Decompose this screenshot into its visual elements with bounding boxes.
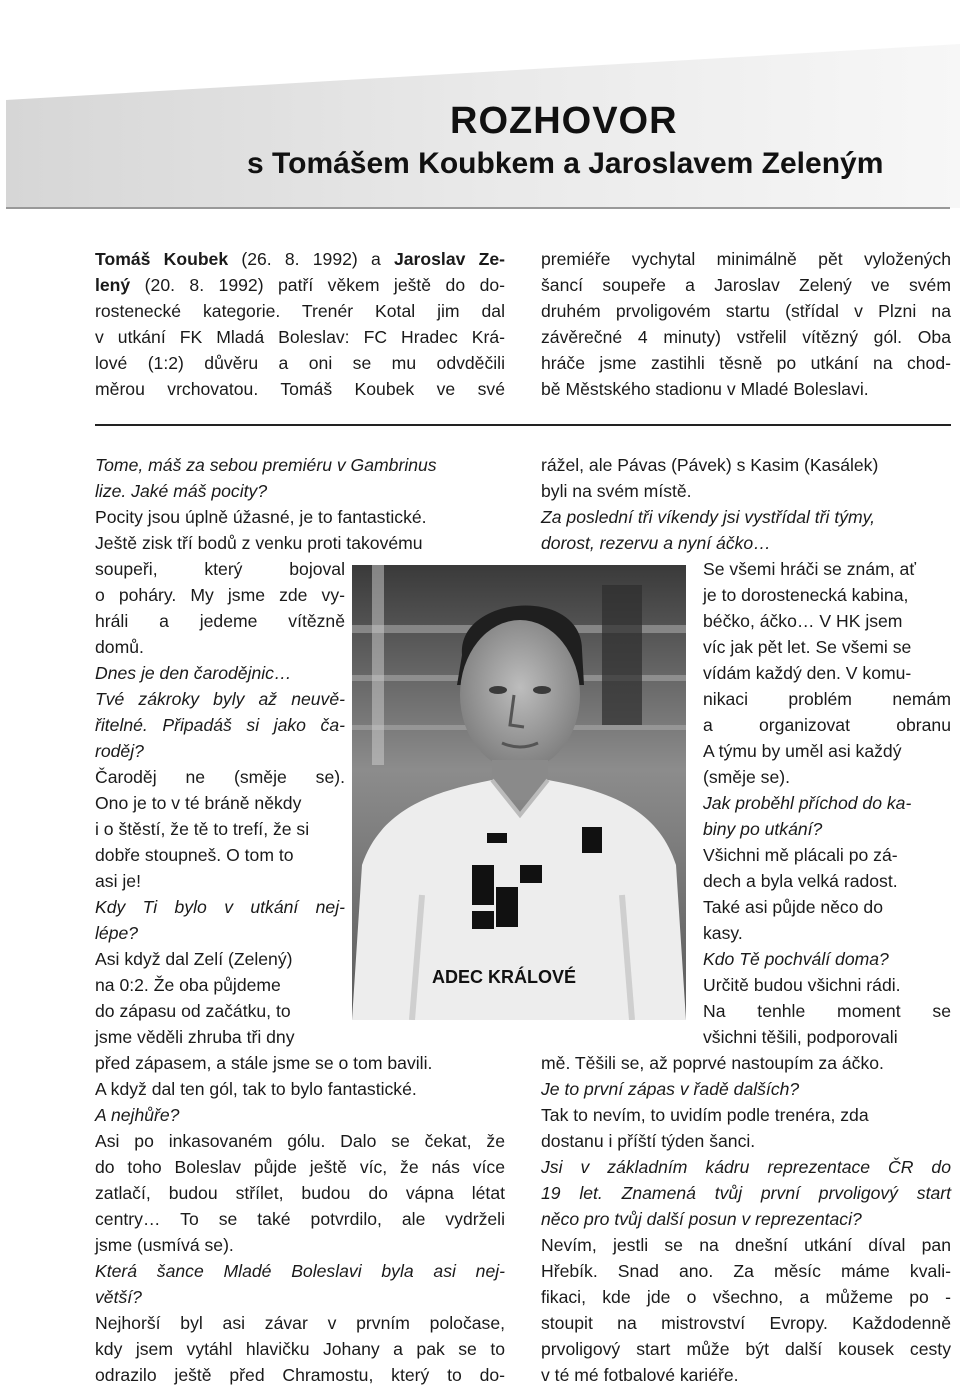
interview-answer: v té mé fotbalové kariéře. [541,1365,739,1385]
interview-answer: Všichni mě plácali po zá- [703,845,898,865]
interview-question: něco pro tvůj další posun v reprezentaci? [541,1209,862,1229]
player-photo [352,565,686,1020]
intro-text: (20. 8. 1992) patří věkem ještě do do- [130,275,505,295]
jersey-text: ADEC KRÁLOVÉ [432,967,577,987]
interview-answer: na 0:2. Že oba půjdeme [95,975,281,995]
intro-line: lové (1:2) důvěru a oni se mu odvděčili [95,353,505,373]
intro-line [95,246,505,272]
intro-line: premiéře vychytal minimálně pět vyložených [541,249,951,269]
interview-answer: zatlačí, budou střílet, budou do vápna létat [95,1183,505,1203]
interview-question: Která šance Mladé Boleslavi byla asi nej- [95,1261,505,1281]
interview-answer: Na tenhle moment se [703,1001,951,1021]
interview-answer: Ještě zisk tří bodů z venku proti takovému [95,533,423,553]
interview-answer: kdy jsem vytáhl hlavičku Johany a pak se to [95,1339,505,1359]
interview-answer: prvoligový start může být další kousek cesty [541,1339,951,1359]
interview-answer: Pocity jsou úplně úžasné, je to fantastické. [95,507,427,527]
interview-answer: Asi když dal Zelí (Zelený) [95,949,293,969]
interview-answer: stoupit na mistrovství Evropy. Každodenně [541,1313,951,1333]
interview-answer: před zápasem, a stále jsme se o tom bavili. [95,1053,433,1073]
interview-question: Tvé zákroky byly až neuvě- [95,689,345,709]
interview-question: větší? [95,1287,142,1307]
page-title: ROZHOVOR [450,100,678,142]
interview-answer: Tak to nevím, to uvidím podle trenéra, zda [541,1105,869,1125]
interview-question: lépe? [95,923,139,943]
interview-answer: Nejhorší byl asi závar v prvním poločase, [95,1313,505,1333]
interview-answer: Se všemi hráči se znám, ať [703,559,916,579]
interview-question: biny po utkání? [703,819,823,839]
player-name: Tomáš Koubek [95,249,229,269]
interview-answer: centry… To se také potvrdilo, ale vydrželi [95,1209,505,1229]
interview-question: Dnes je den čarodějnic… [95,663,292,683]
interview-question: Je to první zápas v řadě dalších? [541,1079,800,1099]
interview-answer: i o štěstí, že tě to trefí, že si [95,819,310,839]
interview-question: Kdy Ti bylo v utkání nej- [95,897,345,917]
interview-answer: asi je! [95,871,141,891]
interview-answer: domů. [95,637,144,657]
intro-line: v utkání FK Mladá Boleslav: FC Hradec Krá- [95,327,505,347]
interview-answer: A když dal ten gól, tak to bylo fantastické. [95,1079,417,1099]
intro-line: bě Městského stadionu v Mladé Boleslavi. [541,379,869,399]
interview-question: Tome, máš za sebou premiéru v Gambrinus [95,455,437,475]
interview-answer: dostanu i příští týden šanci. [541,1131,756,1151]
interview-question: Jsi v základním kádru reprezentace ČR do [541,1157,951,1177]
player-name: lený [95,275,131,295]
interview-question: roděj? [95,741,144,761]
interview-answer: Ono je to v té bráně někdy [95,793,302,813]
intro-line: šancí soupeře a Jaroslav Zelený ve svém [541,275,951,295]
player-name: Jaroslav Ze- [393,249,505,269]
interview-answer: víc jak pět let. Se všemi se [703,637,912,657]
header-banner [0,0,960,215]
interview-answer: Také asi půjde něco do [703,897,883,917]
interview-answer: je to dorostenecká kabina, [703,585,909,605]
interview-answer: Určitě budou všichni rádi. [703,975,901,995]
intro-line: druhém prvoligovém startu (střídal v Plzni na [541,301,951,321]
interview-answer: všichni těšili, podporovali [703,1027,898,1047]
interview-answer: dobře stoupneš. O tom to [95,845,294,865]
interview-answer: A týmu by uměl asi každý [703,741,902,761]
interview-answer: nikaci problém nemám [703,689,951,709]
interview-answer: jsme (usmívá se). [95,1235,234,1255]
interview-answer: fikaci, kde jde o všechno, a můžeme po - [541,1287,951,1307]
intro-line: hráče jsme zastihli těsně po utkání na chod- [541,353,951,373]
intro-text: (26. 8. 1992) a [228,249,394,269]
interview-answer: Nevím, jestli se na dnešní utkání díval pan [541,1235,951,1255]
interview-answer: vídám každý den. V komu- [703,663,912,683]
interview-answer: do toho Boleslav půjde ještě víc, že nás více [95,1157,505,1177]
intro-left-column [95,246,505,402]
intro-line [95,272,505,298]
intro-right-column [541,246,951,402]
interview-answer: a organizovat obranu [703,715,951,735]
intro-line: závěrečné 4 minuty) vstřelil vítězný gól. Oba [541,327,951,347]
intro-line: rostenecké kategorie. Trenér Kotal jim dal [95,301,505,321]
interview-answer: Hřebík. Snad ano. Za měsíc máme kvali- [541,1261,951,1281]
interview-answer: odrazilo ještě před Chramostu, který to do- [95,1365,505,1385]
interview-answer: (směje se). [703,767,791,787]
interview-answer: kasy. [703,923,743,943]
interview-answer: hráli a jedeme vítězně [95,611,345,631]
interview-answer: do zápasu od začátku, to [95,1001,291,1021]
interview-question: dorost, rezervu a nyní áčko… [541,533,771,553]
interview-answer: o poháry. My jsme zde vy- [95,585,345,605]
interview-question: Jak proběhl příchod do ka- [703,793,912,813]
intro-line: měrou vrchovatou. Tomáš Koubek ve své [95,379,505,399]
interview-answer: Čaroděj ne (směje se). [95,767,345,787]
interview-answer: Asi po inkasovaném gólu. Dalo se čekat, že [95,1131,505,1151]
interview-question: lize. Jaké máš pocity? [95,481,268,501]
interview-answer: byli na svém místě. [541,481,692,501]
interview-answer: rážel, ale Pávas (Pávek) s Kasim (Kasálek) [541,455,879,475]
section-divider [95,424,951,426]
interview-answer: jsme věděli zhruba tři dny [95,1027,295,1047]
interview-question: řitelné. Připadáš si jako ča- [95,715,345,735]
page-subtitle: s Tomášem Koubkem a Jaroslavem Zeleným [247,147,884,180]
interview-answer: dech a byla velká radost. [703,871,898,891]
interview-question: 19 let. Znamená tvůj první prvoligový start [541,1183,951,1203]
interview-answer: béčko, áčko… V HK jsem [703,611,903,631]
interview-answer: soupeři, který bojoval [95,559,345,579]
interview-question: Za poslední tři víkendy jsi vystřídal tři týmy, [541,507,876,527]
interview-answer: mě. Těšili se, až poprvé nastoupím za áčko. [541,1053,884,1073]
interview-question: Kdo Tě pochválí doma? [703,949,889,969]
interview-question: A nejhůře? [95,1105,180,1125]
